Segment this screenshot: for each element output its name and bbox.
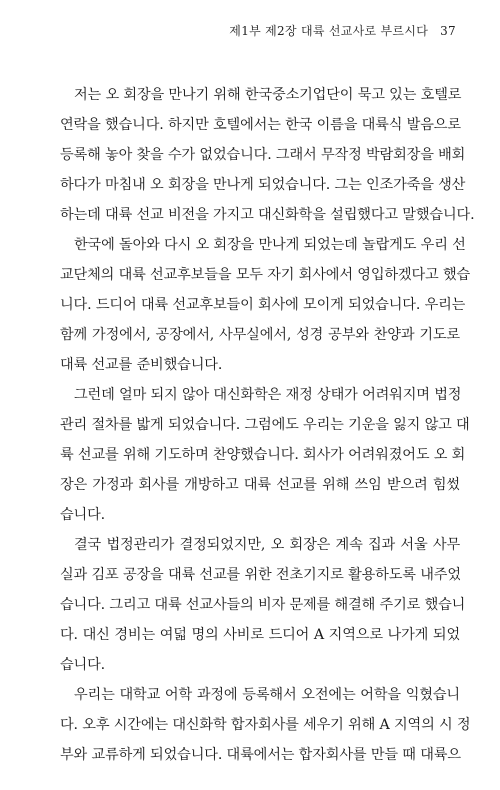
paragraph [60, 530, 466, 680]
running-header [229, 22, 456, 39]
text-line: 관리 절차를 밟게 되었습니다. 그럼에도 우리는 기운을 잃지 않고 대 [60, 417, 470, 433]
text-line: 니다. 드디어 대륙 선교후보들이 회사에 모이게 되었습니다. 우리는 [60, 297, 466, 313]
text-line: 다. 대신 경비는 여덟 명의 사비로 드디어 A 지역으로 나가게 되었 [60, 627, 460, 643]
text-line: 한국에 돌아와 다시 오 회장을 만나게 되었는데 놀랍게도 우리 선 [74, 237, 466, 253]
text-line: 륙 선교를 위해 기도하며 찬양했습니다. 회사가 어려워졌어도 오 회 [60, 447, 466, 463]
text-line: 등록해 놓아 찾을 수가 없었습니다. 그래서 무작정 박람회장을 배회 [60, 147, 466, 163]
page-number: 37 [440, 24, 456, 38]
text-line: 다. 오후 시간에는 대신화학 합자회사를 세우기 위해 A 지역의 시 정 [60, 717, 471, 733]
paragraph [60, 680, 471, 770]
text-line: 우리는 대학교 어학 과정에 등록해서 오전에는 어학을 익혔습니 [74, 687, 460, 703]
text-line: 연락을 했습니다. 하지만 호텔에서는 한국 이름을 대륙식 발음으로 [60, 117, 461, 133]
text-line: 함께 가정에서, 공장에서, 사무실에서, 성경 공부와 찬양과 기도로 [60, 327, 460, 343]
text-line: 습니다. [60, 507, 106, 523]
text-line: 그런데 얼마 되지 않아 대신화학은 재정 상태가 어려워지며 법정 [74, 387, 462, 403]
paragraph [60, 380, 470, 530]
text-line: 부와 교류하게 되었습니다. 대륙에서는 합자회사를 만들 때 대륙으 [60, 747, 461, 763]
text-line: 실과 김포 공장을 대륙 선교를 위한 전초기지로 활용하도록 내주었 [60, 567, 461, 583]
text-line: 교단체의 대륙 선교후보들을 모두 자기 회사에서 영입하겠다고 했습 [60, 267, 471, 283]
paragraph [60, 80, 475, 230]
body-text [60, 80, 475, 770]
text-line: 장은 가정과 회사를 개방하고 대륙 선교를 위해 쓰임 받으려 힘썼 [60, 477, 460, 493]
paragraph [60, 230, 471, 380]
text-line: 하는데 대륙 선교 비전을 가지고 대신화학을 설립했다고 말했습니다. [60, 207, 475, 223]
text-line: 결국 법정관리가 결정되었지만, 오 회장은 계속 집과 서울 사무 [74, 537, 460, 553]
text-line: 습니다. [60, 657, 106, 673]
text-line: 습니다. 그리고 대륙 선교사들의 비자 문제를 해결해 주기로 했습니 [60, 597, 466, 613]
text-line: 대륙 선교를 준비했습니다. [60, 357, 223, 373]
text-line: 하다가 마침내 오 회장을 만나게 되었습니다. 그는 인조가죽을 생산 [60, 177, 466, 193]
text-line: 저는 오 회장을 만나기 위해 한국중소기업단이 묵고 있는 호텔로 [74, 87, 462, 103]
running-title: 제1부 제2장 대륙 선교사로 부르시다 [229, 24, 429, 38]
